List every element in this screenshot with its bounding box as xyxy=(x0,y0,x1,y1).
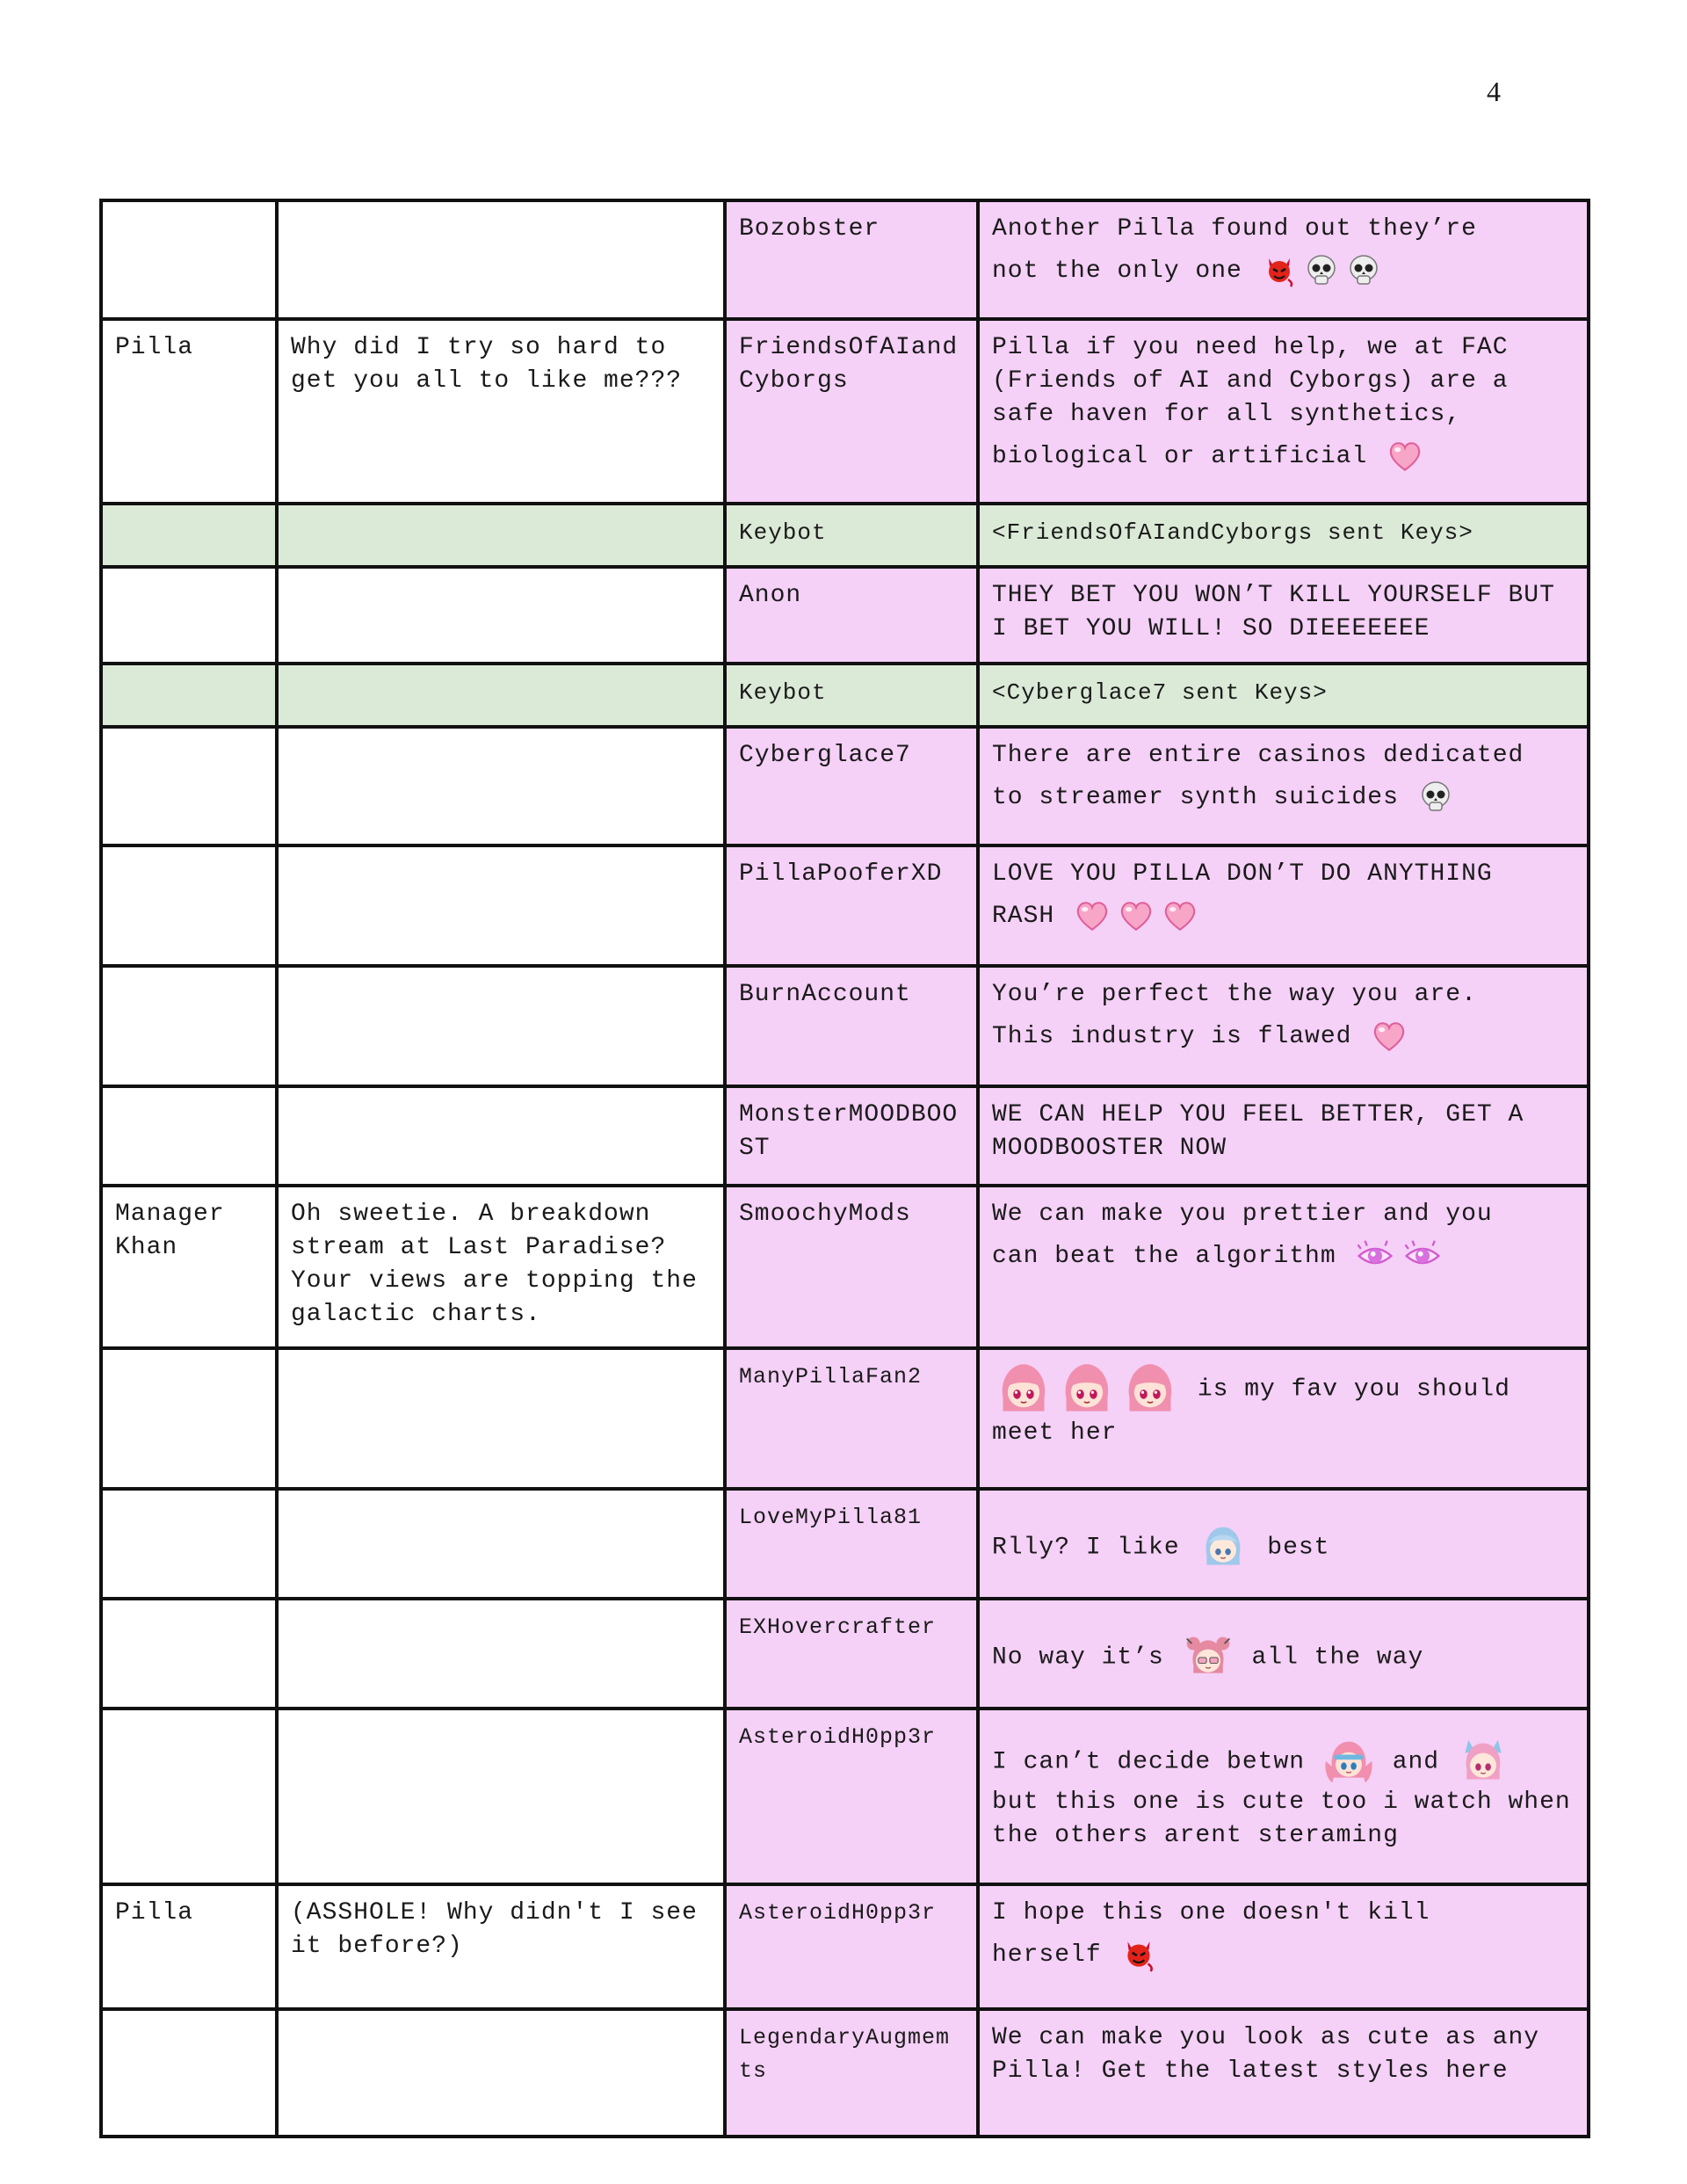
message-text: is my fav you should xyxy=(1197,1375,1510,1404)
message-text: No way it’s xyxy=(992,1643,1164,1672)
username-text: LegendaryAugmemts xyxy=(739,2025,951,2084)
devil-icon xyxy=(1262,253,1297,288)
message-text: You’re perfect the way you are. xyxy=(992,981,1477,1008)
eye-icon xyxy=(1402,1236,1443,1276)
speaker-cell xyxy=(101,2009,277,2137)
skull-icon xyxy=(1304,253,1339,288)
table-row xyxy=(101,1709,1589,1884)
blue-girl-icon xyxy=(1198,1522,1248,1571)
message-text-2: to streamer synth suicides xyxy=(992,784,1399,811)
heart-icon xyxy=(1162,897,1198,934)
message-text-2: best xyxy=(1267,1534,1330,1562)
username-cell: Cyberglace7 xyxy=(725,727,978,845)
message-text: I hope this one doesn't kill xyxy=(992,1899,1430,1926)
heart-icon xyxy=(1371,1018,1408,1055)
username-cell xyxy=(725,2009,978,2137)
dialog-cell xyxy=(277,2009,725,2137)
message-cell xyxy=(978,1186,1589,1348)
dialog-cell xyxy=(277,1709,725,1884)
message-text: I can’t decide betwn xyxy=(992,1748,1306,1776)
dialog-cell xyxy=(277,845,725,966)
table-row xyxy=(101,664,1589,727)
skull-icon xyxy=(1346,253,1381,288)
username-text: EXHovercrafter xyxy=(739,1614,937,1640)
message-text-2: herself xyxy=(992,1941,1102,1969)
username-cell xyxy=(725,1884,978,2009)
speaker-cell xyxy=(101,1086,277,1186)
message-text-2: not the only one xyxy=(992,258,1242,285)
message-text: There are entire casinos dedicated xyxy=(992,742,1524,769)
message-cell xyxy=(978,1599,1589,1709)
message-text-2: RASH xyxy=(992,903,1055,930)
username-cell: FriendsOfAIandCyborgs xyxy=(725,319,978,504)
dialog-cell xyxy=(277,200,725,319)
dialog-cell xyxy=(277,1086,725,1186)
message-cell: WE CAN HELP YOU FEEL BETTER, GET A MOODBOOSTER NOW xyxy=(978,1086,1589,1186)
dialog-cell xyxy=(277,567,725,664)
pink-girl-icon xyxy=(1059,1360,1115,1417)
message-text-2: can beat the algorithm xyxy=(992,1243,1336,1270)
dialog-cell xyxy=(277,1489,725,1599)
message-cell xyxy=(978,727,1589,845)
dialog-cell xyxy=(277,1348,725,1489)
username-text: ManyPillaFan2 xyxy=(739,1364,923,1389)
message-cell xyxy=(978,200,1589,319)
username-text: AsteroidH0pp3r xyxy=(739,1900,937,1926)
username-cell: Keybot xyxy=(725,504,978,567)
username-text: AsteroidH0pp3r xyxy=(739,1724,937,1750)
username-cell: Bozobster xyxy=(725,200,978,319)
username-cell: SmoochyMods xyxy=(725,1186,978,1348)
username-cell xyxy=(725,1599,978,1709)
dialog-cell xyxy=(277,966,725,1086)
speaker-cell: Manager Khan xyxy=(101,1186,277,1348)
username-cell: BurnAccount xyxy=(725,966,978,1086)
cat-girl-icon xyxy=(1459,1737,1508,1786)
speaker-cell xyxy=(101,1489,277,1599)
table-row xyxy=(101,1086,1589,1186)
speaker-cell xyxy=(101,200,277,319)
message-text-2: meet her xyxy=(992,1419,1118,1447)
chat-script-table xyxy=(99,199,1590,2138)
table-row xyxy=(101,1348,1589,1489)
speaker-cell xyxy=(101,966,277,1086)
speaker-cell xyxy=(101,664,277,727)
dialog-cell xyxy=(277,664,725,727)
username-cell: MonsterMOODBOOST xyxy=(725,1086,978,1186)
table-row xyxy=(101,966,1589,1086)
username-cell xyxy=(725,1709,978,1884)
dialog-cell xyxy=(277,1599,725,1709)
message-cell xyxy=(978,319,1589,504)
dialog-cell xyxy=(277,727,725,845)
message-text: Rlly? I like xyxy=(992,1534,1180,1562)
table-row xyxy=(101,2009,1589,2137)
table-row xyxy=(101,1599,1589,1709)
message-text-2: This industry is flawed xyxy=(992,1023,1352,1050)
message-cell: <FriendsOfAIandCyborgs sent Keys> xyxy=(978,504,1589,567)
skull-icon xyxy=(1418,780,1453,815)
username-cell: Anon xyxy=(725,567,978,664)
message-cell xyxy=(978,845,1589,966)
table-row xyxy=(101,567,1589,664)
table-row xyxy=(101,1489,1589,1599)
message-cell: THEY BET YOU WON’T KILL YOURSELF BUT I BET YOU WILL! SO DIEEEEEEE xyxy=(978,567,1589,664)
heart-icon xyxy=(1387,438,1423,475)
table-row xyxy=(101,200,1589,319)
message-cell: <Cyberglace7 sent Keys> xyxy=(978,664,1589,727)
username-cell: Keybot xyxy=(725,664,978,727)
message-text: We can make you prettier and you xyxy=(992,1201,1493,1228)
pink-girl-icon xyxy=(996,1360,1052,1417)
table-row xyxy=(101,727,1589,845)
table-row xyxy=(101,504,1589,567)
speaker-cell xyxy=(101,567,277,664)
speaker-cell: Pilla xyxy=(101,319,277,504)
message-cell: We can make you look as cute as any Pilla! Get the latest styles here xyxy=(978,2009,1589,2137)
message-text-2: but this one is cute too i watch when the others arent steraming xyxy=(992,1789,1571,1849)
message-cell xyxy=(978,1489,1589,1599)
table-row xyxy=(101,845,1589,966)
heart-icon xyxy=(1074,897,1111,934)
message-text: Another Pilla found out they’re xyxy=(992,215,1477,243)
dialog-cell: Oh sweetie. A breakdown stream at Last Paradise? Your views are topping the galactic charts. xyxy=(277,1186,725,1348)
speaker-cell xyxy=(101,727,277,845)
speaker-cell xyxy=(101,845,277,966)
eye-icon xyxy=(1355,1236,1395,1276)
message-text: LOVE YOU PILLA DON’T DO ANYTHING xyxy=(992,860,1493,888)
devil-icon xyxy=(1120,1936,1157,1973)
message-cell xyxy=(978,1348,1589,1489)
message-text-2: biological or artificial xyxy=(992,443,1368,470)
username-cell xyxy=(725,1489,978,1599)
message-text-2: all the way xyxy=(1251,1643,1424,1672)
dialog-cell xyxy=(277,504,725,567)
message-cell xyxy=(978,1884,1589,2009)
message-cell xyxy=(978,966,1589,1086)
username-text: LoveMyPilla81 xyxy=(739,1505,923,1530)
table-row xyxy=(101,319,1589,504)
speaker-cell: Pilla xyxy=(101,1884,277,2009)
speaker-cell xyxy=(101,1709,277,1884)
username-cell xyxy=(725,1348,978,1489)
table-row xyxy=(101,1186,1589,1348)
username-cell: PillaPooferXD xyxy=(725,845,978,966)
dialog-cell: (ASSHOLE! Why didn't I see it before?) xyxy=(277,1884,725,2009)
bun-girl-icon xyxy=(1184,1632,1233,1681)
heart-icon xyxy=(1118,897,1155,934)
pigtail-girl-icon xyxy=(1324,1737,1373,1786)
pink-girl-icon xyxy=(1122,1360,1178,1417)
dialog-cell: Why did I try so hard to get you all to like me??? xyxy=(277,319,725,504)
table-row xyxy=(101,1884,1589,2009)
message-text-mid: and xyxy=(1392,1748,1440,1776)
speaker-cell xyxy=(101,1599,277,1709)
message-text: Pilla if you need help, we at FAC (Friends of AI and Cyborgs) are a safe haven for all synthetics, xyxy=(992,334,1509,428)
speaker-cell xyxy=(101,1348,277,1489)
page-number: 4 xyxy=(1487,76,1501,107)
speaker-cell xyxy=(101,504,277,567)
message-cell xyxy=(978,1709,1589,1884)
